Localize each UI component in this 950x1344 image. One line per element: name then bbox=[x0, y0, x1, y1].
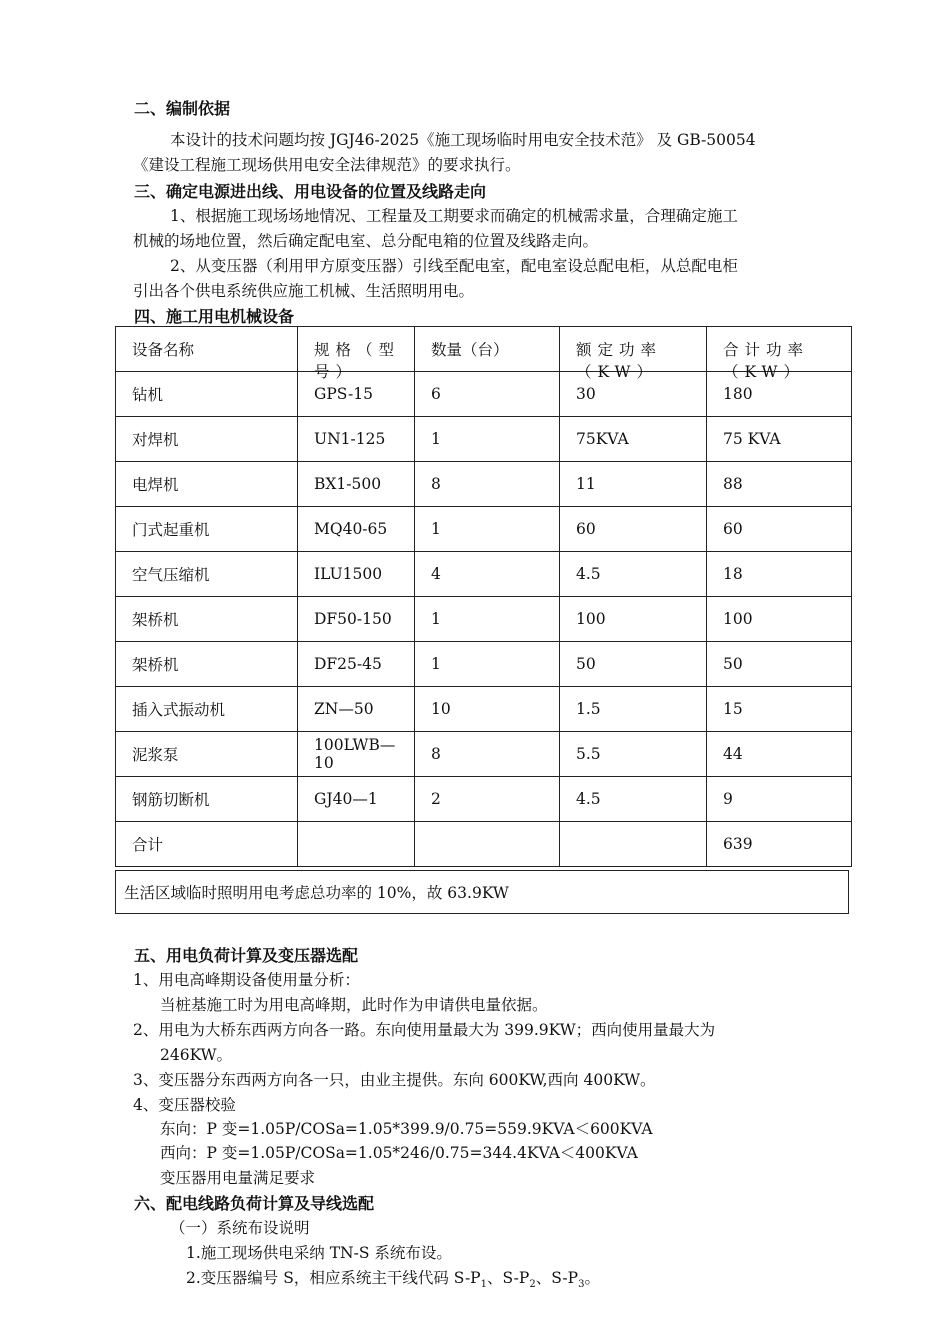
section2-line1: 本设计的技术问题均按 JGJ46-2025《施工现场临时用电安全技术范》 及 GB-50054 bbox=[170, 131, 756, 149]
section5-item2-line1: 2、用电为大桥东西两方向各一路。东向使用量最大为 399.9KW；西向使用量最大为 bbox=[133, 1021, 716, 1039]
table-cell: 60 bbox=[707, 507, 852, 552]
table-cell: ILU1500 bbox=[298, 552, 415, 597]
table-cell: 100 bbox=[560, 597, 707, 642]
section3-p2-line2: 引出各个供电系统供应施工机械、生活照明用电。 bbox=[133, 282, 475, 300]
section6-heading: 六、配电线路负荷计算及导线选配 bbox=[134, 1194, 375, 1213]
table-row bbox=[116, 777, 852, 822]
table-cell: 10 bbox=[415, 687, 560, 732]
table-cell: 88 bbox=[707, 462, 852, 507]
table-cell: 4.5 bbox=[560, 552, 707, 597]
table-cell: 4 bbox=[415, 552, 560, 597]
section4-heading: 四、施工用电机械设备 bbox=[134, 307, 295, 326]
table-cell: 架桥机 bbox=[116, 642, 298, 687]
table-cell: 钻机 bbox=[116, 372, 298, 417]
section5-item4: 4、变压器校验 bbox=[133, 1096, 236, 1114]
header-cell: 数量（台） bbox=[415, 327, 560, 372]
section2-line2: 《建设工程施工现场供用电安全法律规范》的要求执行。 bbox=[133, 156, 521, 174]
table-cell: 钢筋切断机 bbox=[116, 777, 298, 822]
section5-item1: 1、用电高峰期设备使用量分析： bbox=[133, 971, 360, 989]
table-cell: 50 bbox=[707, 642, 852, 687]
section5-item3: 3、变压器分东西两方向各一只，由业主提供。东向 600KW,西向 400KW。 bbox=[133, 1071, 656, 1089]
table-row bbox=[116, 552, 852, 597]
table-row bbox=[116, 417, 852, 462]
table-cell bbox=[560, 822, 707, 867]
section5-item2-line2: 246KW。 bbox=[160, 1046, 233, 1064]
table-cell: 75 KVA bbox=[707, 417, 852, 462]
table-cell: 9 bbox=[707, 777, 852, 822]
table-cell bbox=[415, 822, 560, 867]
table-cell: BX1-500 bbox=[298, 462, 415, 507]
header-cell: 额定功率（KW） bbox=[560, 327, 707, 372]
table-cell: DF50-150 bbox=[298, 597, 415, 642]
table-cell: 1.5 bbox=[560, 687, 707, 732]
lighting-note: 生活区域临时照明用电考虑总功率的 10%，故 63.9KW bbox=[115, 870, 849, 914]
table-cell: 4.5 bbox=[560, 777, 707, 822]
table-row bbox=[116, 507, 852, 552]
table-cell: 6 bbox=[415, 372, 560, 417]
section3-p2-line1: 2、从变压器（利用甲方原变压器）引线至配电室，配电室设总配电柜，从总配电柜 bbox=[170, 257, 738, 275]
table-cell: 100 bbox=[707, 597, 852, 642]
table-cell: 插入式振动机 bbox=[116, 687, 298, 732]
east-check: 东向：P 变=1.05P/COSa=1.05*399.9/0.75=559.9KVA＜600KVA bbox=[160, 1120, 653, 1138]
table-row bbox=[116, 687, 852, 732]
equipment-table bbox=[115, 326, 852, 867]
table-cell: 1 bbox=[415, 597, 560, 642]
table-cell: 空气压缩机 bbox=[116, 552, 298, 597]
table-cell: 18 bbox=[707, 552, 852, 597]
table-cell: 639 bbox=[707, 822, 852, 867]
table-row bbox=[116, 642, 852, 687]
table-cell: 180 bbox=[707, 372, 852, 417]
table-cell: 44 bbox=[707, 732, 852, 777]
table-cell: 对焊机 bbox=[116, 417, 298, 462]
table-row bbox=[116, 462, 852, 507]
table-cell: GPS-15 bbox=[298, 372, 415, 417]
header-cell: 设备名称 bbox=[116, 327, 298, 372]
table-cell: MQ40-65 bbox=[298, 507, 415, 552]
header-cell: 规格（型号） bbox=[298, 327, 415, 372]
section6-item1: 1.施工现场供电采纳 TN-S 系统布设。 bbox=[186, 1244, 452, 1262]
table-row bbox=[116, 597, 852, 642]
table-cell: DF25-45 bbox=[298, 642, 415, 687]
table-cell: 泥浆泵 bbox=[116, 732, 298, 777]
table-row bbox=[116, 822, 852, 867]
table-cell: 2 bbox=[415, 777, 560, 822]
section5-item1-detail: 当桩基施工时为用电高峰期，此时作为申请供电量依据。 bbox=[160, 996, 548, 1014]
transformer-ok: 变压器用电量满足要求 bbox=[160, 1169, 316, 1187]
table-cell: 门式起重机 bbox=[116, 507, 298, 552]
table-cell: 8 bbox=[415, 732, 560, 777]
table-cell: 电焊机 bbox=[116, 462, 298, 507]
section3-p1-line1: 1、根据施工现场场地情况、工程量及工期要求而确定的机械需求量，合理确定施工 bbox=[170, 207, 738, 225]
table-cell: 1 bbox=[415, 642, 560, 687]
section6-sub1: （一）系统布设说明 bbox=[170, 1219, 310, 1237]
header-cell: 合计功率（KW） bbox=[707, 327, 852, 372]
table-cell: 75KVA bbox=[560, 417, 707, 462]
table-cell: 架桥机 bbox=[116, 597, 298, 642]
table-cell: ZN—50 bbox=[298, 687, 415, 732]
table-header-row bbox=[116, 327, 852, 372]
west-check: 西向：P 变=1.05P/COSa=1.05*246/0.75=344.4KVA＜400KVA bbox=[160, 1144, 638, 1162]
section3-p1-line2: 机械的场地位置，然后确定配电室、总分配电箱的位置及线路走向。 bbox=[133, 232, 599, 250]
table-cell: 30 bbox=[560, 372, 707, 417]
table-cell bbox=[298, 822, 415, 867]
section5-heading: 五、用电负荷计算及变压器选配 bbox=[134, 946, 359, 965]
section6-item2: 2.变压器编号 S，相应系统主干线代码 $S-P_1$、$S-P_2$、$S-P_3$。 bbox=[186, 1269, 600, 1291]
table-cell: 15 bbox=[707, 687, 852, 732]
table-cell: UN1-125 bbox=[298, 417, 415, 462]
table-cell: 50 bbox=[560, 642, 707, 687]
table-cell: 11 bbox=[560, 462, 707, 507]
table-cell: 60 bbox=[560, 507, 707, 552]
table-cell: 合计 bbox=[116, 822, 298, 867]
table-cell: 100LWB—10 bbox=[298, 732, 415, 777]
table-cell: 5.5 bbox=[560, 732, 707, 777]
table-cell: 8 bbox=[415, 462, 560, 507]
table-cell: 1 bbox=[415, 417, 560, 462]
table-cell: 1 bbox=[415, 507, 560, 552]
table-row bbox=[116, 732, 852, 777]
table-cell: GJ40—1 bbox=[298, 777, 415, 822]
section3-heading: 三、确定电源进出线、用电设备的位置及线路走向 bbox=[134, 182, 487, 201]
section2-heading: 二、编制依据 bbox=[134, 99, 231, 118]
